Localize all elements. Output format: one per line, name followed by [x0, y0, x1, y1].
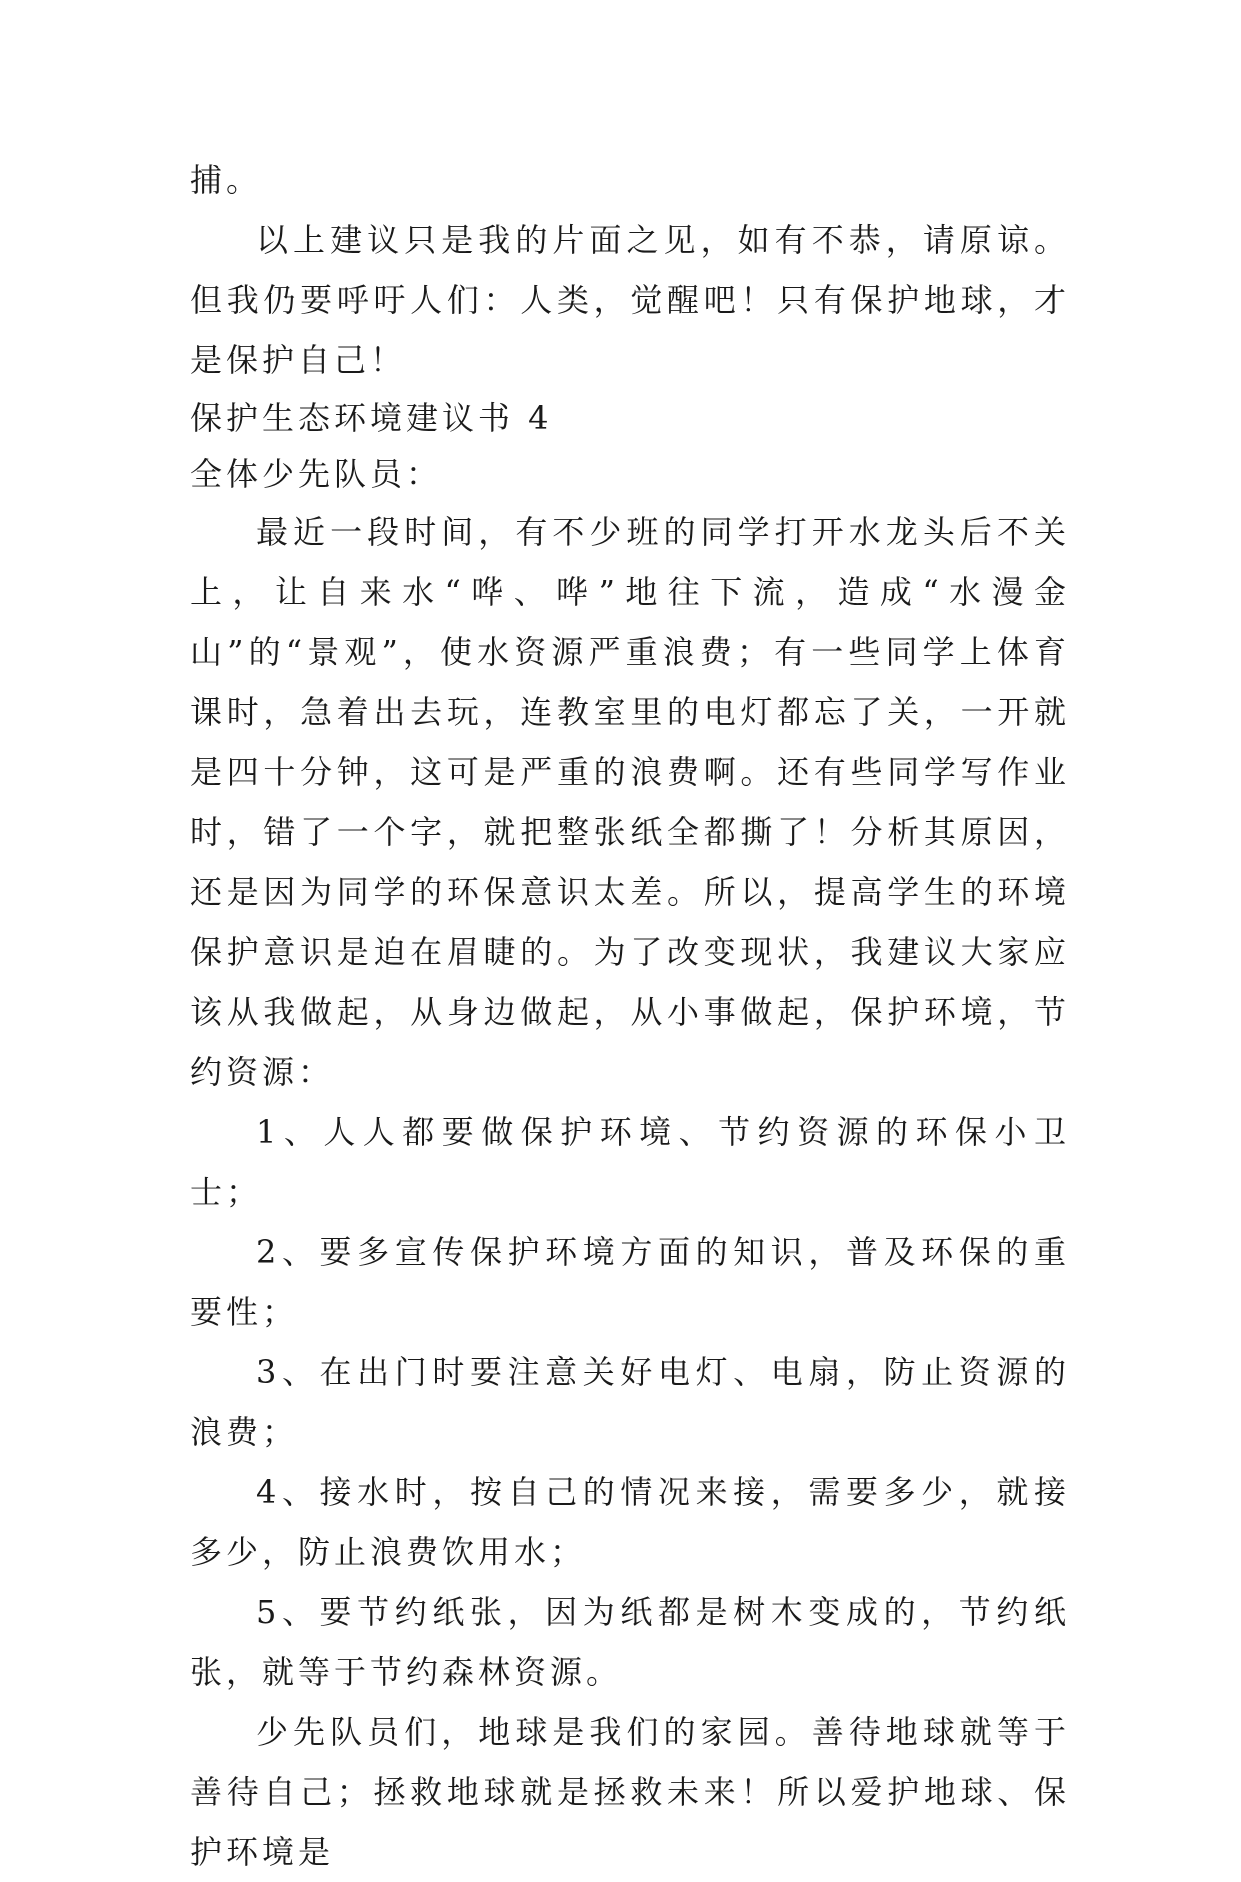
list-item-4: 4、接水时，按自己的情况来接，需要多少，就接多少，防止浪费饮用水；: [190, 1473, 1070, 1571]
list-item-5: 5、要节约纸张，因为纸都是树木变成的，节约纸张，就等于节约森林资源。: [190, 1593, 1070, 1691]
list-item-2: 2、要多宣传保护环境方面的知识，普及环保的重要性；: [190, 1233, 1070, 1331]
list-item-3: 3、在出门时要注意关好电灯、电扇，防止资源的浪费；: [190, 1353, 1070, 1451]
paragraph-conclusion: 少先队员们，地球是我们的家园。善待地球就等于善待自己；拯救地球就是拯救未来！所以爱护地球、保护环境是: [190, 1713, 1070, 1871]
document-page: [190, 150, 1070, 1882]
section-title: 保护生态环境建议书 4: [190, 399, 553, 437]
paragraph-body: 最近一段时间，有不少班的同学打开水龙头后不关上，让自来水“哗、哗”地往下流，造成“水漫金山”的“景观”，使水资源严重浪费；有一些同学上体育课时，急着出去玩，连教室里的电灯都忘了关，一开就是四十分钟，这可是严重的浪费啊。还有些同学写作业时，错了一个字，就把整张纸全都撕了！分析其原因，还是因为同学的环保意识太差。所以，提高学生的环境保护意识是迫在眉睫的。为了改变现状，我建议大家应该从我做起，从身边做起，从小事做起，保护环境，节约资源：: [190, 513, 1070, 1091]
paragraph-closing-note: 以上建议只是我的片面之见，如有不恭，请原谅。但我仍要呼吁人们：人类，觉醒吧！只有保护地球，才是保护自己！: [190, 221, 1070, 379]
list-item-1: 1、人人都要做保护环境、节约资源的环保小卫士；: [190, 1113, 1070, 1211]
salutation: 全体少先队员：: [190, 455, 443, 493]
paragraph-continuation: 捕。: [190, 161, 263, 199]
